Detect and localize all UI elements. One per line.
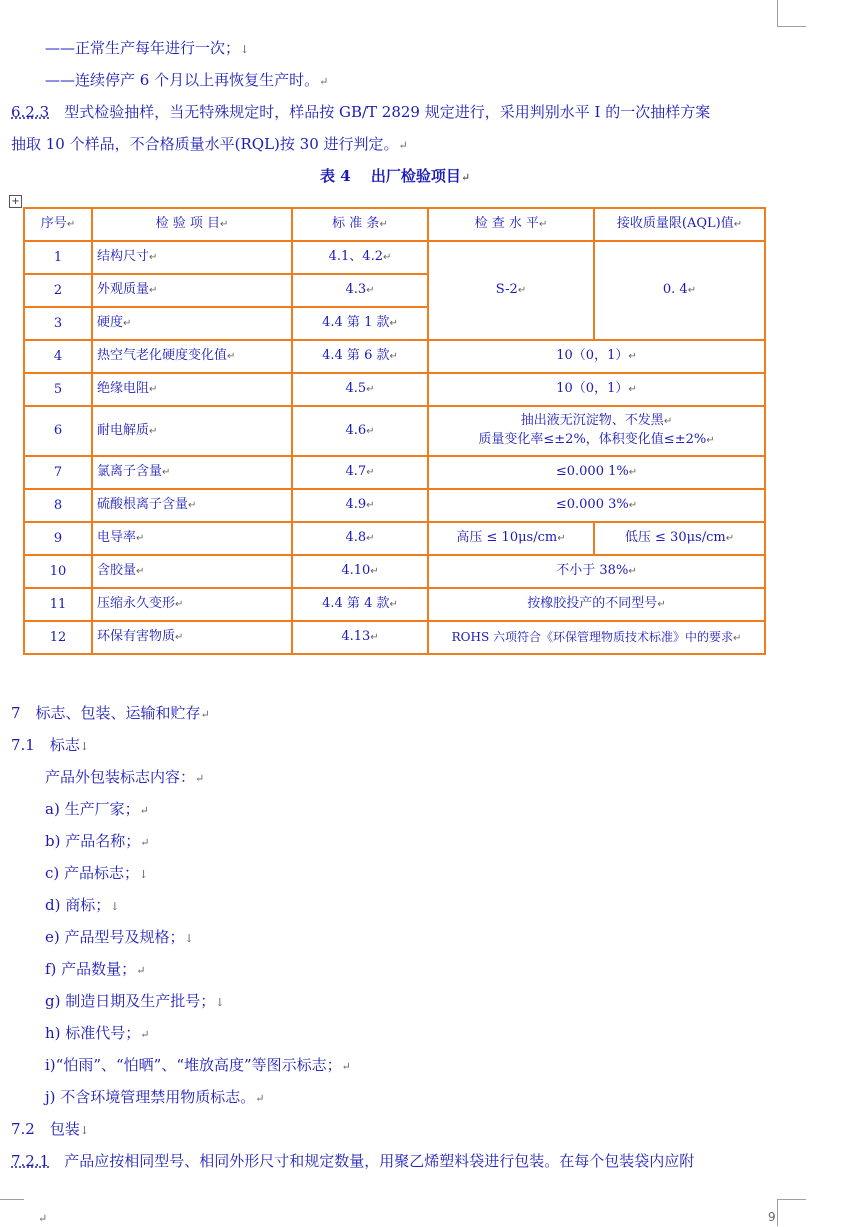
header-cell: 检 验 项 目↵ — [92, 208, 292, 241]
row-requirement: ≤0.000 3%↵ — [428, 489, 765, 522]
clause-number: 6.2.3 — [11, 103, 50, 121]
table-row — [24, 456, 765, 489]
row-clause: 4.7↵ — [292, 456, 428, 489]
header-cell: 检 查 水 平↵ — [428, 208, 594, 241]
row-requirement: 10（0，1）↵ — [428, 373, 765, 406]
header-cell: 标 准 条↵ — [292, 208, 428, 241]
row-item: 氯离子含量↵ — [92, 456, 292, 489]
row-item: 电导率↵ — [92, 522, 292, 555]
row-item: 结构尺寸↵ — [92, 241, 292, 274]
row-number: 5 — [24, 373, 92, 406]
crop-mark-bottom-left — [0, 1199, 24, 1226]
row-clause: 4.4 第 4 款↵ — [292, 588, 428, 621]
table-header-row — [24, 208, 765, 241]
row-clause: 4.8↵ — [292, 522, 428, 555]
table-row — [24, 522, 765, 555]
row-requirement: ROHS 六项符合《环保管理物质技术标准》中的要求↵ — [428, 621, 765, 654]
row-item: 压缩永久变形↵ — [92, 588, 292, 621]
list-item: j) 不含环境管理禁用物质标志。↵ — [45, 1088, 265, 1106]
section-7-1-title: 7.1 标志↓ — [11, 736, 90, 754]
table-row — [24, 406, 765, 456]
row-clause: 4.3↵ — [292, 274, 428, 307]
row-clause: 4.10↵ — [292, 555, 428, 588]
clause-6-2-3-continued: 抽取 10 个样品，不合格质量水平(RQL)按 30 进行判定。↵ — [11, 135, 408, 153]
row-number: 2 — [24, 274, 92, 307]
table-row — [24, 555, 765, 588]
merged-aql-value: 0. 4↵ — [594, 241, 765, 340]
table-caption: 表 4 出厂检验项目↵ — [320, 167, 471, 185]
table-row — [24, 489, 765, 522]
row-item: 外观质量↵ — [92, 274, 292, 307]
table-row — [24, 340, 765, 373]
table-row — [24, 241, 765, 274]
list-item: g) 制造日期及生产批号；↓ — [45, 992, 225, 1010]
clause-number: 7.2.1 — [11, 1152, 50, 1170]
paragraph-mark: ↵ — [38, 1212, 48, 1225]
row-number: 4 — [24, 340, 92, 373]
row-requirement: ≤0.000 1%↵ — [428, 456, 765, 489]
row-requirement: 按橡胶投产的不同型号↵ — [428, 588, 765, 621]
row-item: 绝缘电阻↵ — [92, 373, 292, 406]
list-item: e) 产品型号及规格；↓ — [45, 928, 194, 946]
row-requirement: 抽出液无沉淀物、不发黑↵ 质量变化率≤±2%，体积变化值≤±2%↵ — [428, 406, 765, 456]
list-item: a) 生产厂家；↵ — [45, 800, 149, 818]
page-number: 9 — [768, 1210, 776, 1224]
row-number: 8 — [24, 489, 92, 522]
row-clause: 4.4 第 6 款↵ — [292, 340, 428, 373]
inspection-table — [23, 207, 766, 655]
text-line-1: ——正常生产每年进行一次；↓ — [45, 39, 250, 57]
crop-mark-bottom-right — [777, 1199, 806, 1226]
text-line-2: ——连续停产 6 个月以上再恢复生产时。↵ — [45, 71, 329, 89]
list-item: d) 商标；↓ — [45, 896, 120, 914]
list-item: i)“怕雨”、“怕晒”、“堆放高度”等图示标志；↵ — [45, 1056, 351, 1074]
header-cell: 接收质量限(AQL)值↵ — [594, 208, 765, 241]
row-number: 12 — [24, 621, 92, 654]
table-row — [24, 588, 765, 621]
list-item: h) 标准代号；↵ — [45, 1024, 150, 1042]
row-item: 硫酸根离子含量↵ — [92, 489, 292, 522]
row-requirement: 10（0，1）↵ — [428, 340, 765, 373]
row-item: 含胶量↵ — [92, 555, 292, 588]
row-item: 耐电解质↵ — [92, 406, 292, 456]
clause-7-2-1: 7.2.1 产品应按相同型号、相同外形尺寸和规定数量，用聚乙烯塑料袋进行包装。在每个包装袋内应附 — [11, 1152, 695, 1170]
row-number: 6 — [24, 406, 92, 456]
row-number: 9 — [24, 522, 92, 555]
list-item: f) 产品数量；↵ — [45, 960, 146, 978]
row-item: 热空气老化硬度变化值↵ — [92, 340, 292, 373]
header-cell: 序号↵ — [24, 208, 92, 241]
list-item: b) 产品名称；↵ — [45, 832, 150, 850]
row-number: 1 — [24, 241, 92, 274]
clause-6-2-3: 6.2.3 型式检验抽样，当无特殊规定时，样品按 GB/T 2829 规定进行，采用判别水平 I 的一次抽样方案 — [11, 103, 711, 121]
row-number: 10 — [24, 555, 92, 588]
row-item: 环保有害物质↵ — [92, 621, 292, 654]
list-item: c) 产品标志；↓ — [45, 864, 149, 882]
row-clause: 4.9↵ — [292, 489, 428, 522]
section-7-2-title: 7.2 包装↓ — [11, 1120, 90, 1138]
table-row — [24, 373, 765, 406]
merged-inspection-level: S-2↵ — [428, 241, 594, 340]
row-requirement: 不小于 38%↵ — [428, 555, 765, 588]
row-clause: 4.6↵ — [292, 406, 428, 456]
row-number: 7 — [24, 456, 92, 489]
row-clause: 4.13↵ — [292, 621, 428, 654]
row-clause: 4.4 第 1 款↵ — [292, 307, 428, 340]
table-row — [24, 621, 765, 654]
row-clause: 4.5↵ — [292, 373, 428, 406]
section-7-title: 7 标志、包装、运输和贮存↵ — [11, 704, 210, 722]
marking-intro: 产品外包装标志内容：↵ — [45, 768, 205, 786]
row-requirement-low: 低压 ≤ 30μs/cm↵ — [594, 522, 765, 555]
crop-mark-top-right — [777, 0, 806, 27]
row-requirement-high: 高压 ≤ 10μs/cm↵ — [428, 522, 594, 555]
row-clause: 4.1、4.2↵ — [292, 241, 428, 274]
row-item: 硬度↵ — [92, 307, 292, 340]
row-number: 3 — [24, 307, 92, 340]
table-move-handle-icon[interactable]: + — [9, 195, 22, 208]
row-number: 11 — [24, 588, 92, 621]
